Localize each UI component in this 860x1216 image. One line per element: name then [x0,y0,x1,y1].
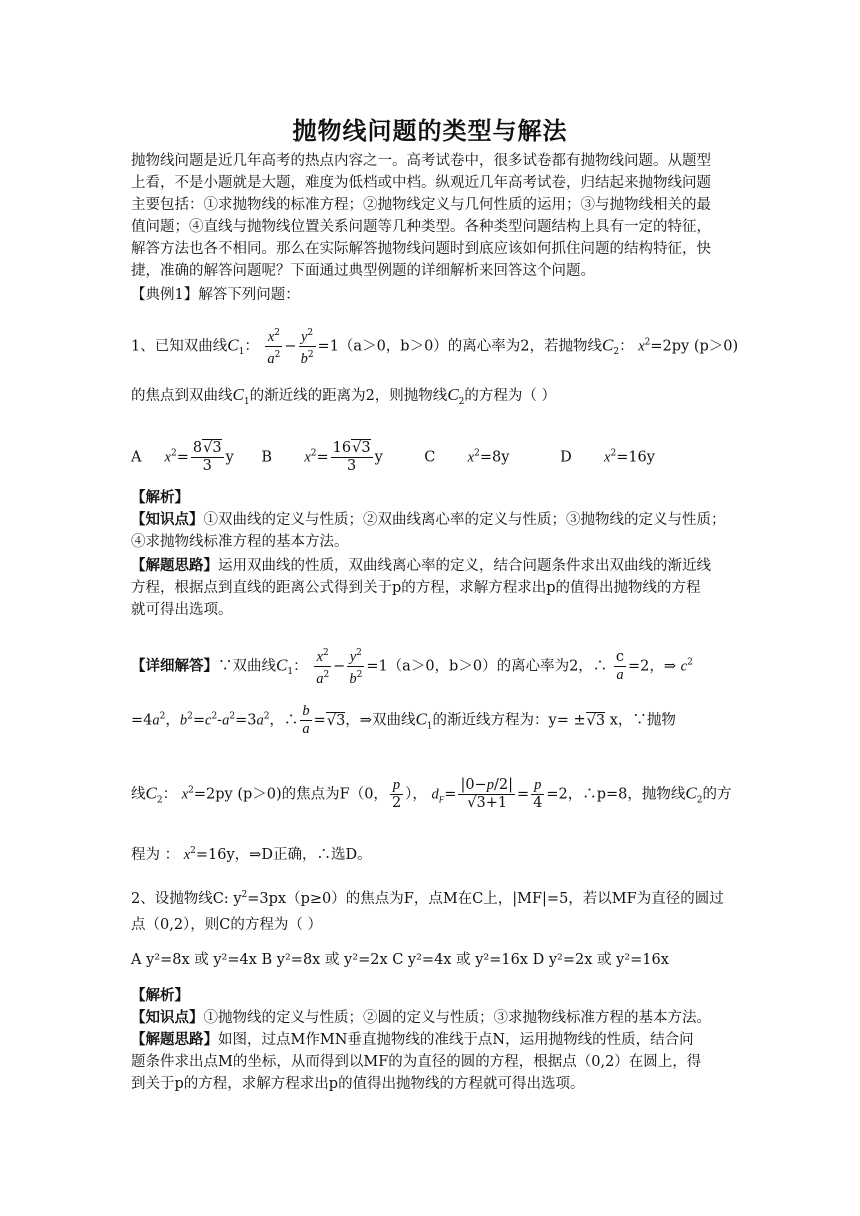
intro-line: 上看，不是小题就是大题，难度为低档或中档。纵观近几年高考试卷，归结起来抛物线问题 [131,175,711,191]
problem1-line2: 的焦点到双曲线$C_1$的渐近线的距离为2，则抛物线$C_2$的方程为（ ） [131,385,556,407]
detail-line2: $=4a^2$，$b^2=c^2-a^2=3a^2$，∴ $\frac{b}{a}$ =√3，⇒双曲线$C_1$的渐近线方程为：y= ±√3 x，∵抛物 [131,703,676,737]
c1-symbol: C [227,335,239,355]
analysis-heading-2: 【解析】 [131,987,189,1004]
option-b-fraction: $\frac{16√3}{3}$ [332,440,371,474]
problem2-options: A y²=8x 或 y²=4x B y²=8x 或 y²=2x C y²=4x 或 y²=16x D y²=2x 或 y²=16x [131,952,669,968]
kp-text: ①双曲线的定义与性质；②双曲线离心率的定义与性质；③抛物线的定义与性质； [203,512,726,528]
detail-text: =2py (p＞0)的焦点为F（0， [193,786,388,803]
problem1-condition2: =2py (p＞0) [650,338,739,355]
intro-line: 主要包括：①求抛物线的标准方程；②抛物线定义与几何性质的运用；③与抛物线相关的最 [131,197,711,213]
solution-idea-2-cont: 题条件求出点M的坐标，从而得到以MF的为直径的圆的方程，根据点（0,2）在圆上，得 [131,1054,702,1070]
problem1-prefix: 1、已知双曲线 [131,338,228,355]
kp-text: ①抛物线的定义与性质；②圆的定义与性质；③求抛物线标准方程的基本方法。 [203,1010,711,1026]
detail-text: 的渐近线方程为：y= ± [432,712,586,729]
option-a-fraction: $\frac{8√3}{3}$ [192,440,222,474]
detail-text: =4 [131,712,153,729]
problem1-options: A $x^2=$ $\frac{8√3}{3}$ y B $x^2=$ $\frac{16√3}{3}$ y C $x^2=8y$ D $x^2=16y$ [131,440,655,474]
analysis-heading: 【解析】 [131,489,189,506]
kp-label: 【知识点】 [131,511,204,528]
intro-line: 抛物线问题是近几年高考的热点内容之一。高考试卷中，很多试卷都有抛物线问题。从题型 [131,153,711,169]
page-title: 抛物线问题的类型与解法 [292,116,568,145]
idea-text: 运用双曲线的性质，双曲线离心率的定义，结合问题条件求出双曲线的渐近线 [218,558,711,574]
kp-label: 【知识点】 [131,1009,204,1026]
problem1-text: 的方程为（ ） [464,388,556,404]
detail-text: 的方 [702,786,732,803]
problem2-line2: 点（0,2），则C的方程为（ ） [131,917,323,933]
solution-idea-2 [131,1030,694,1050]
detail-text: 程为 ： [131,846,180,863]
solution-idea-2-cont: 到关于p的方程，求解方程求出p的值得出抛物线的方程就可得出选项。 [131,1076,585,1092]
knowledge-points-cont: ④求抛物线标准方程的基本方法。 [131,534,349,550]
option-a-label: A [131,449,142,466]
knowledge-points-2 [131,1008,711,1028]
detail-line4: 程为 ： $x^2=16y$，⇒D正确，∴选D。 [131,846,372,863]
intro-line: 捷，准确的解答问题呢？下面通过典型例题的详细解析来回答这个问题。 [131,263,595,279]
intro-line: 解答方法也各不相同。那么在实际解答抛物线问题时到底应该如何抓住问题的结构特征，快 [131,241,711,257]
detail-line3: 线$C_2$： $x^2=2py$ (p＞0)的焦点为F（0， $\frac{p}{2}$ ）， $d_F=$ $\frac{|0-p/2|}{√3+1}$ = $\frac{p}{4}$ =2，∴p=8，抛物线$C_2$的方 [131,777,732,811]
option-c-value: =8y [479,449,510,466]
detail-text: ）， [405,786,427,803]
detail-text: =1（a＞0，b＞0）的离心率为2，∴ [366,658,608,675]
detail-text: x，∵抛物 [609,712,676,729]
detail-text: =16y，⇒D正确，∴选D。 [195,846,372,863]
knowledge-points [131,510,726,530]
idea-text: 如图，过点M作MN垂直抛物线的准线于点N，运用抛物线的性质，结合问 [218,1032,694,1048]
problem1-condition: =1（a＞0，b＞0）的离心率为2，若抛物线 [317,338,603,355]
option-d-value: =16y [616,449,655,466]
idea-label: 【解题思路】 [131,1031,218,1048]
solution-idea [131,556,711,576]
option-d-label: D [560,449,572,466]
detail-text: 线 [131,786,146,803]
y2-over-b2: $\frac{y^2}{b^2}$ [299,325,316,368]
problem1-text: 的焦点到双曲线 [131,388,233,404]
detail-text: ∵双曲线 [218,658,276,675]
option-c-label: C [424,449,436,466]
problem2-line1: 2、设抛物线C: $y^2=3px(p\ge 0)$的焦点为F，点M在C上，|MF|=5，若以MF为直径的圆过 [131,890,724,907]
problem1-line1: 1、已知双曲线$C_1$： $\frac{x^2}{a^2}$ − $\frac{y^2}{b^2}$ =1（a＞0，b＞0）的离心率为2，若抛物线$C_2$： $x^2=2py$ (p＞0) [131,325,738,368]
problem1-text: 的渐近线的距离为2，则抛物线 [249,388,448,404]
idea-label: 【解题思路】 [131,557,218,574]
x2-over-a2: $\frac{x^2}{a^2}$ [265,325,282,368]
option-b-label: B [261,449,273,466]
detail-text: =2，⇒ [628,658,677,675]
problem2-text: 2、设抛物线C: [131,890,229,907]
detail-text: =3 [235,712,257,729]
detail-label: 【详细解答】 [131,657,218,675]
detail-text: ，⇒双曲线 [345,712,416,729]
example-heading: 【典例1】解答下列问题： [131,287,300,303]
problem2-text: =3px（p≥0）的焦点为F，点M在C上，|MF|=5，若以MF为直径的圆过 [247,890,724,907]
solution-idea-cont: 就可得出选项。 [131,602,233,618]
solution-idea-cont: 方程，根据点到直线的距离公式得到关于p的方程，求解方程求出p的值得出抛物线的方程 [131,580,701,596]
detail-text: =2，∴p=8，抛物线 [546,786,686,803]
detail-line1: 【详细解答】∵双曲线$C_1$： $\frac{x^2}{a^2}$ − $\frac{y^2}{b^2}$ =1（a＞0，b＞0）的离心率为2，∴ $\frac{c}{a}$ =2，⇒ $c^2$ [131,645,693,688]
intro-line: 值问题；④直线与抛物线位置关系问题等几种类型。各种类型问题结构上具有一定的特征， [131,219,711,235]
